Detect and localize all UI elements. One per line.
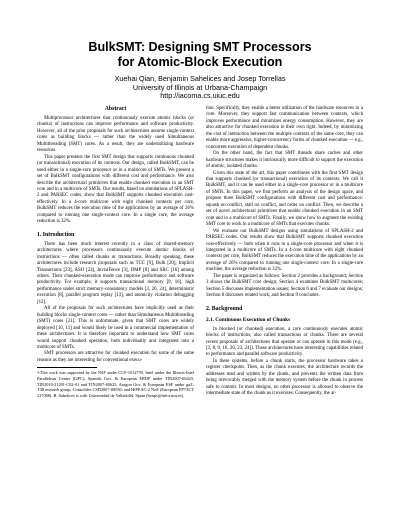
abstract-paragraph-1: Multiprocessor architectures that continuously execute atomic blocks (or chunks) of instructions can improve performance and software productivity. However, all of the prior proposals for such architectures assume single-context cores as building blocks — rather than the widely used Simultaneous Multithreading (SMT) cores. As a result, they are underutilizing hardware resources. [37,116,194,154]
background-heading: 2. Background [206,305,243,312]
right-paragraph-7: In these systems, before a chunk starts, the processor hardware takes a register checkpoint. Then, as the chunk executes, the architecture records the addresses read and written by the chunk, and prevents the written data from being irrevocably merged with the memory system before the chunk in process safe to commit. In most designs, no other processor is allowed to observe the intermediate state of the chunk as it executes. Consequently, the ar- [206,358,363,397]
intro-paragraph-1: There has been much interest recently in a class of shared-memory architectures where processors continuously execute atomic blocks of instructions — often called chunks or transactions. Broadly speaking, these architectures include research proposals such as TCC [9], Bulk [20], Implicit Transactions [23], ASO [24], InvisiFence [3], DMP [8] and SRC [16] among others. Their chunked-execution mode can improve performance and software productivity. For example, it supports transactional memory [9, 16], high performance under strict memory-consistency models [3, 20, 24], deterministic execution [8], parallel program replay [13], and atomicity violation debugging [12]. [37,241,194,305]
intro-heading: 1. Introduction [37,231,75,238]
abstract-paragraph-2: This paper presents the first SMT design that supports continuous chunked (or transactional) execution of its contexts. Our design, called BulkSMT, can be used either in a single-core processor or in a multicore of SMTs. We present a set of BulkSMT configurations with different cost and performance. We also describe the architectural primitives that enable chunked execution in an SMT core and in a multicore of SMTs. Our results, based on simulations of SPLASH-2 and PARSEC codes, show that BulkSMT supports chunked execution cost-effectively. In a 4-core multicore with eight chunked contexts per core, BulkSMT reduces the execution time of the applications by an average of 26% compared to running one single-context core. In a single core, the average reduction is 32%. [37,154,194,225]
right-paragraph-3: Given this state of the art, this paper contributes with the first SMT design that supports chunked (or transactional) execution of its contexts. We call it BulkSMT, and it can be used either in a single-core processor or in a multicore of SMTs. In this paper, we first perform an analysis of the design space, and propose three BulkSMT configurations with different cost and performance: squash on conflict, stall on conflict, and order on conflict. Then, we describe a set of novel architectural primitives that enable chunked execution in an SMT core and in a multicore of SMTs. Finally, we show how to augment the existing SMT core to work in a multicore of SMTs that executes chunks. [206,170,363,228]
paper-title-line-1: BulkSMT: Designing SMT Processors [88,40,312,54]
author-names: Xuehai Qian, Benjamin Sahelices and Josep Torrellas [114,74,286,83]
right-column [206,106,363,398]
abstract-heading: Abstract [104,106,127,112]
author-url: http://iacoma.cs.uiuc.edu [160,91,240,100]
intro-paragraph-2: All of the proposals for such architectures have implicitly used as their building blocks single-context cores — rather than Simultaneous Multithreading (SMT) cores [21]. This is unfortunate, given that SMT cores are widely deployed [10, 11] and would likely be used in a commercial implementation of these architectures. It is therefore important to understand how SMT cores would support chunked operation, both individually and integrated into a multicore of SMTs. [37,306,194,350]
footnote: ∗This work was supported by the NSF under CCF-1012759, Intel under the Illinois-Intel Parallelism Center (I2PC), Spanish Gov. & European ERDF under TIN2007-66423, TIN2010-21291-C02-01 and TIN2007-60625, Aragon Gov. & European ESF under gaZ: T48 research group, Consolider CSD2007-00050, and HiPEAC-2 NoE (European FP7/ICT 217068). B. Sahelices is with Universidad de Valladolid, Spain (benps@infor.uva.es). [37,370,194,398]
right-paragraph-1: tion. Specifically, they enable a better utilization of the hardware resources in a core. Moreover, they support fast communication between contexts, which improves performance and minimizes energy consumption. However, they are also attractive for chunked execution in their own right. Indeed, by minimizing the cost of interaction between the multiple contexts of the same core, they can enable more aggressive, higher-concurrency forms of chunked execution — e.g., concurrent execution of dependent chunks. [206,106,363,150]
right-paragraph-2: On the other hand, the fact that SMT threads share caches and other hardware structures makes it intrinsically more difficult to support the execution of atomic, isolated chunks. [206,151,363,170]
left-column [37,106,194,398]
footnote-rule [37,367,97,368]
author-affiliation: University of Illinois at Urbana-Champaign [132,82,268,92]
right-paragraph-6: In blocked (or chunked) execution, a core continuously executes atomic blocks of instructions, also called transactions or chunks. There are several recent proposals of architectures that operate or can operate in this mode (e.g., [3, 8, 9, 16, 20, 23, 24]). These architectures have interesting capabilities related to performance and parallel software productivity. [206,326,363,358]
paper-title-line-2: for Atomic-Block Execution [117,55,283,69]
subsection-heading-2-1: 2.1. Continuous Execution of Chunks [206,316,291,323]
right-paragraph-4: We evaluate our BulkSMT designs using simulations of SPLASH-2 and PARSEC codes. Our results show that BulkSMT supports chunked execution cost-effectively — both when it runs in a single-core processor and when it is integrated in a multicore of SMTs. In a 4-core multicore with eight chunked contexts per core, BulkSMT reduces the execution time of the applications by an average of 26% compared to running one single-context core. In a single-core machine, the average reduction is 32%. [206,228,363,273]
right-paragraph-5: The paper is organized as follows: Section 2 provides a background; Section 3 shows the BulkSMT core design; Section 4 examines BulkSMT multicores; Section 5 discusses implementation issues; Section 6 and 7 evaluate our designs; Section 8 discusses related work; and Section 9 concludes. [206,273,363,299]
intro-paragraph-3: SMT processors are attractive for chunked execution for some of the same reasons as they are interesting for conventional execu- [37,351,194,363]
